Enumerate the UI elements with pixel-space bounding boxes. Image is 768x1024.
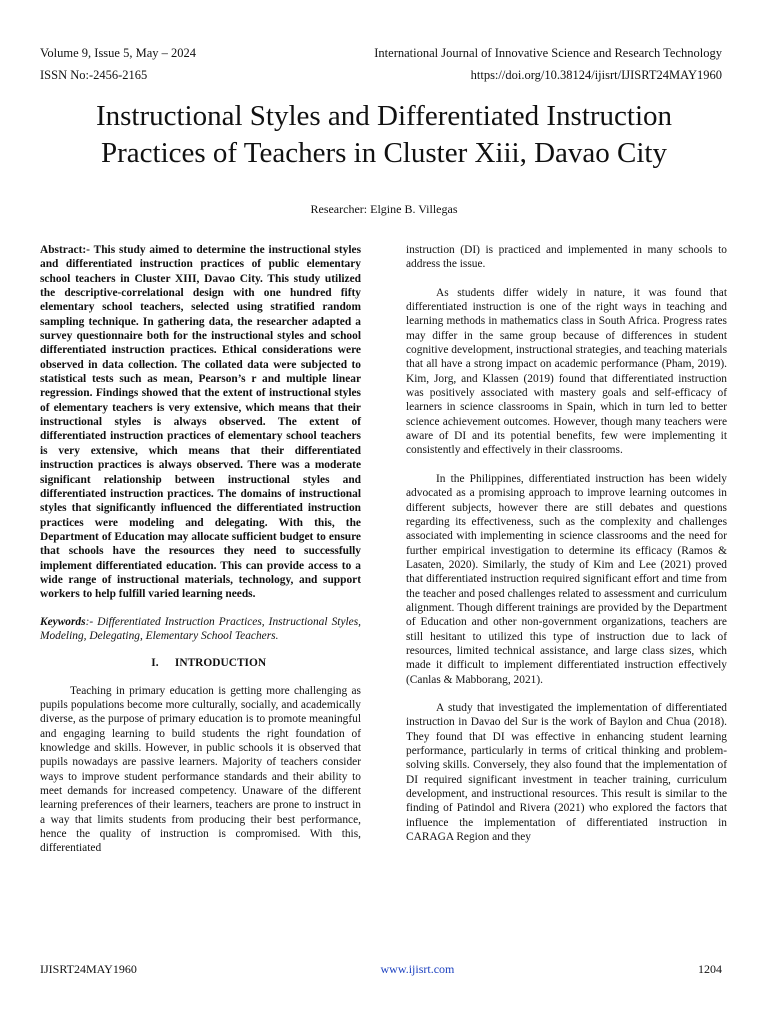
right-paragraph-3: A study that investigated the implementation of differentiated instruction in Davao del Sur is the work of Baylon and Chua (2018). They found that DI was effective in enhancing student learning performance, particularly in terms of critical thinking and problem-solving skills. Conversely, they also found that the implementation of DI required significant investment in teacher training, curriculum development, and instructional resources. This result is similar to the finding of Patindol and Rivera (2021) who explored the factors that influence the implementation of differentiated instruction in CARAGA Region and they [406,701,727,844]
abstract: Abstract:- This study aimed to determine the instructional styles and differentiated instruction practices of public elementary school teachers in Cluster XIII, Davao City. This study utilized the descriptive-correlational design with one hundred fifty elementary school teachers, selected using stratified random sampling technique. In gathering data, the researcher adapted a survey questionnaire both for the instructional styles and school differentiated instruction practices. Ethical considerations were observed in data collection. The collated data were subjected to statistical tests such as mean, Pearson’s r and multiple linear regression. Findings showed that the extent of instructional styles of elementary teachers is very extensive, which means that their instructional styles is always observed. The extent of differentiated instruction practices of elementary school teachers is very extensive, which means that their differentiated instruction practices is always observed. There was a moderate significant relationship between instructional styles and differentiated instruction practices. The domains of instructional styles that significantly influenced the differentiated instruction practices were modeling and delegating. With this, the Department of Education may allocate sufficient budget to ensure that schools have the resources they need to successfully implement differentiated education. This can provide access to a wide range of instructional materials, technology, and support workers to help fulfill varied learning needs. [40,244,361,601]
researcher-name: Researcher: Elgine B. Villegas [310,202,458,216]
section-title: INTRODUCTION [174,657,267,670]
right-paragraph-1: As students differ widely in nature, it was found that differentiated instruction is one of the right ways in teaching and learning methods in mathematics class in South Africa. Progress rates may differ in the same group because of differences in student cognitive development, instructional strategies, and teaching materials that all have a strong impact on academic performance (Pham, 2019). Kim, Jorg, and Klassen (2019) found that differentiated instruction was positively associated with mastery goals and self-efficacy of learners in science classrooms in Spain, which in turn led to better science achievement outcomes. However, though many teachers were aware of DI and its potential benefits, few were implementing it consistently and effectively in their classrooms. [406,286,727,457]
right-paragraph-2: In the Philippines, differentiated instruction has been widely advocated as a promising approach to improve learning outcomes in different subjects, however there are still debates and questions regarding its effectiveness, such as the complexity and challenges associated with implementing in science classrooms and the need for further empirical investigation to determine its efficacy (Ramos & Lasaten, 2020). Similarly, the study of Kim and Lee (2021) proved that differentiated instruction required significant effort and time from the teacher and posed challenges related to assessment and curriculum alignment. Though different trainings are provided by the Department of Education and other non-government organizations, teachers are still hesitant to utilized this type of instruction due to lack of resources, limited technical assistance, and large class sizes, which made it difficult to implement differentiated instruction effectively (Canlas & Mabborang, 2021). [406,472,727,686]
issn: ISSN No:-2456-2165 [40,68,148,82]
section-heading [40,656,361,670]
intro-paragraph-1: Teaching in primary education is getting more challenging as pupils populations become more culturally, socially, and academically diverse, as the purpose of primary education is to promote meaningful and engaging learning to build students the right foundation of knowledge and skills. However, in public schools it is observed that pupils nowadays are passive learners. Majority of teachers consider ways to improve student performance standards and their ability to meet demands for increased competency. Unaware of the different learning preferences of their learners, teachers are prone to instruct in a way that limits students from producing their best performance, hence the quality of instruction is compromised. With this, differentiated [40,684,361,855]
footer [40,962,722,977]
volume-info: Volume 9, Issue 5, May – 2024 [40,46,197,60]
title-line-2: Practices of Teachers in Cluster Xiii, Davao City [100,137,667,169]
keywords-text: :- Differentiated Instruction Practices, Instructional Styles, Modeling, Delegating, Elementary School Teachers. [40,615,361,642]
title-line-1: Instructional Styles and Differentiated Instruction [95,100,673,132]
journal-name: International Journal of Innovative Science and Research Technology [374,46,722,60]
header-row-1 [40,46,722,61]
doi-link[interactable]: https://doi.org/10.38124/ijisrt/IJISRT24MAY1960 [470,68,722,82]
section-number: I. [151,657,159,670]
right-column [406,243,727,844]
keywords [40,615,361,644]
right-paragraph-0: instruction (DI) is practiced and implemented in many schools to address the issue. [406,244,727,271]
left-column [40,243,361,856]
footer-site-link[interactable]: www.ijisrt.com [380,962,455,976]
header-row-2 [40,68,722,83]
page-number: 1204 [698,962,722,976]
paper-title [40,98,728,172]
keywords-label: Keywords [40,615,86,628]
footer-code: IJISRT24MAY1960 [40,962,137,976]
